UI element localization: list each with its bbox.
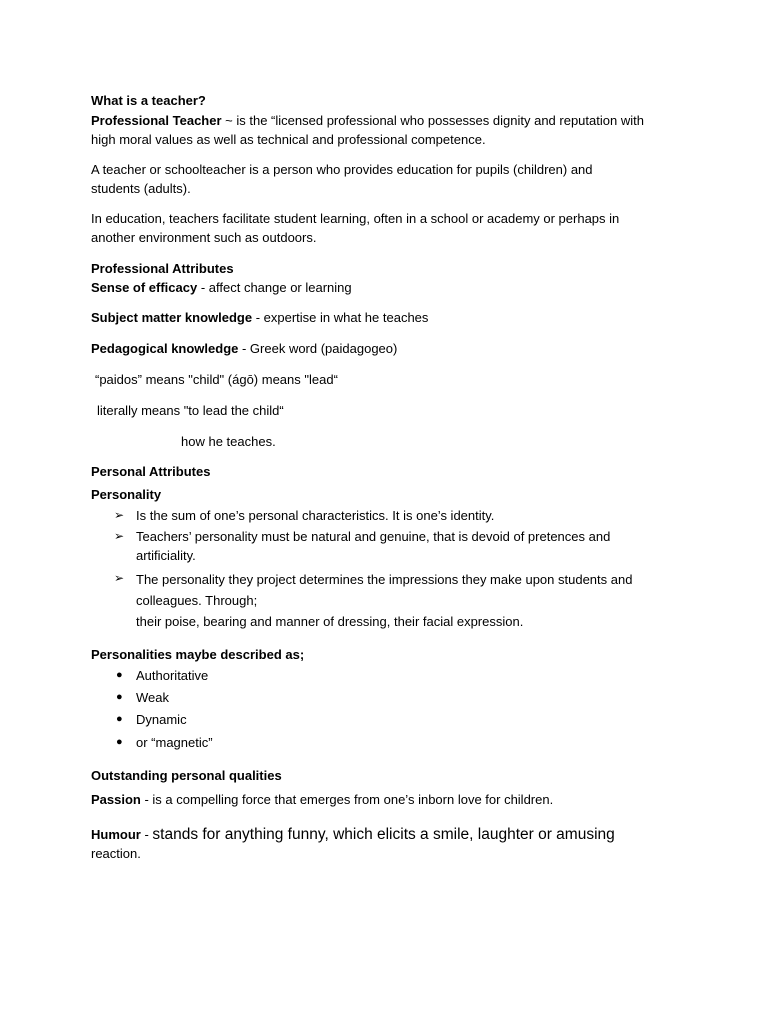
passion-desc: - is a compelling force that emerges from one’s inborn love for children.	[140, 792, 554, 807]
bullet-line2: artificiality.	[136, 548, 196, 563]
humour-dash: -	[140, 827, 153, 842]
passion-paragraph	[91, 790, 691, 809]
attribute-efficacy	[91, 278, 691, 297]
bullet-dot-icon: ●	[116, 691, 123, 703]
personality-type-item: or “magnetic”	[136, 735, 213, 750]
bullet-line1: The personality they project determines the impressions they make upon students and	[136, 572, 633, 587]
personality-bullet	[136, 569, 696, 632]
teacher-line1: A teacher or schoolteacher is a person who provides education for pupils (children) and	[91, 162, 593, 177]
arrow-bullet-icon: ➢	[114, 571, 125, 585]
personal-attributes-heading: Personal Attributes	[91, 464, 211, 479]
humour-desc: stands for anything funny, which elicits a smile, laughter or amusing	[152, 826, 615, 843]
education-line2: another environment such as outdoors.	[91, 230, 317, 245]
personality-type-item: Dynamic	[136, 712, 187, 727]
humour-term: Humour	[91, 827, 141, 842]
attribute-desc: - expertise in what he teaches	[252, 310, 429, 325]
education-paragraph	[91, 209, 691, 247]
attribute-pedagogical	[91, 339, 691, 358]
passion-term: Passion	[91, 792, 141, 807]
attribute-subject-matter	[91, 308, 691, 327]
etymology-line-1: “paidos” means "child" (ágō) means "lead“	[95, 372, 338, 387]
attribute-term: Pedagogical knowledge	[91, 341, 239, 356]
bullet-line1: Teachers’ personality must be natural and genuine, that is devoid of pretences and	[136, 529, 611, 544]
definition-mark: ~	[221, 113, 233, 128]
arrow-bullet-icon: ➢	[114, 508, 125, 522]
education-line1: In education, teachers facilitate student learning, often in a school or academy or perhaps in	[91, 211, 620, 226]
bullet-dot-icon: ●	[116, 736, 123, 748]
personality-subheading: Personality	[91, 487, 162, 502]
teacher-line2: students (adults).	[91, 181, 191, 196]
attribute-desc: - Greek word (paidagogeo)	[238, 341, 398, 356]
attribute-term: Subject matter knowledge	[91, 310, 253, 325]
definition-paragraph	[91, 111, 711, 149]
personality-type-item: Weak	[136, 690, 169, 705]
definition-text-line1: is the “licensed professional who possesses dignity and reputation with	[232, 113, 644, 128]
etymology-line-3: how he teaches.	[181, 434, 276, 449]
professional-attributes-heading: Professional Attributes	[91, 261, 234, 276]
bullet-continuation: their poise, bearing and manner of dressing, their facial expression.	[136, 614, 524, 629]
personalities-heading: Personalities maybe described as;	[91, 647, 305, 662]
qualities-heading: Outstanding personal qualities	[91, 768, 282, 783]
attribute-desc: - affect change or learning	[197, 280, 352, 295]
humour-line2: reaction.	[91, 846, 141, 861]
personality-bullet	[136, 527, 696, 565]
definition-term: Professional Teacher	[91, 113, 222, 128]
personality-bullet: Is the sum of one’s personal characteristics. It is one’s identity.	[136, 508, 495, 523]
personality-type-item: Authoritative	[136, 668, 209, 683]
bullet-dot-icon: ●	[116, 669, 123, 681]
page-title: What is a teacher?	[91, 93, 206, 108]
humour-paragraph	[91, 825, 711, 863]
definition-text-line2: high moral values as well as technical and professional competence.	[91, 132, 486, 147]
etymology-line-2: literally means "to lead the child“	[97, 403, 284, 418]
teacher-paragraph	[91, 160, 691, 198]
bullet-dot-icon: ●	[116, 713, 123, 725]
arrow-bullet-icon: ➢	[114, 529, 125, 543]
attribute-term: Sense of efficacy	[91, 280, 198, 295]
bullet-line2: colleagues. Through;	[136, 593, 258, 608]
